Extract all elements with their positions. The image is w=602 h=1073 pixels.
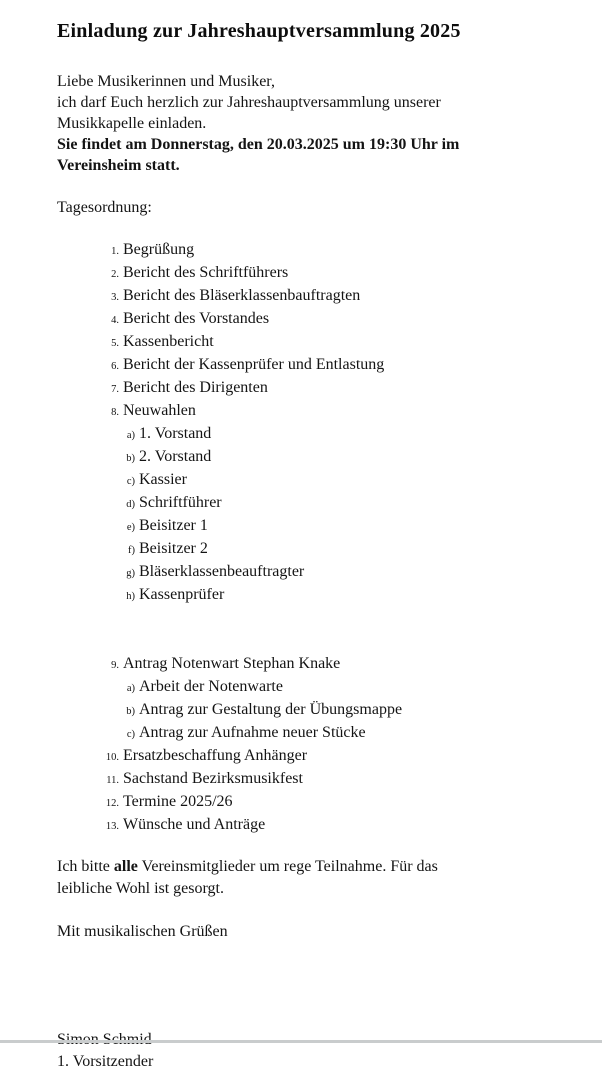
agenda-item-text: Arbeit der Notenwarte xyxy=(139,678,283,695)
agenda-item xyxy=(57,538,557,561)
agenda-item-marker: f) xyxy=(128,545,135,556)
agenda-item-marker: 11. xyxy=(106,775,119,786)
agenda-item-marker: 4. xyxy=(111,315,119,326)
agenda-item xyxy=(57,469,557,492)
agenda-item-text: Sachstand Bezirksmusikfest xyxy=(123,770,303,787)
signoff-line: Mit musikalischen Grüßen xyxy=(57,923,228,940)
agenda-item-text: Antrag Notenwart Stephan Knake xyxy=(123,655,341,672)
agenda-item xyxy=(57,814,557,837)
agenda-item-marker: 13. xyxy=(105,821,119,832)
agenda-item xyxy=(57,768,557,791)
agenda-item xyxy=(57,262,557,285)
agenda-item-marker: 8. xyxy=(111,407,119,418)
agenda-item-text: Bericht der Kassenprüfer und Entlastung xyxy=(123,356,385,373)
agenda-item-marker: 12. xyxy=(105,798,119,809)
agenda-item-text: Kassenprüfer xyxy=(139,586,225,603)
agenda-item-marker: a) xyxy=(126,683,135,694)
intro-line: ich darf Euch herzlich zur Jahreshauptversammlung unserer xyxy=(57,94,441,111)
closing-paragraph xyxy=(57,856,557,900)
agenda-item-marker: d) xyxy=(126,499,135,510)
agenda-item-text: Beisitzer 2 xyxy=(139,540,208,557)
agenda-item-text: Bläserklassenbeauftragter xyxy=(139,563,305,580)
agenda-item-marker: 10. xyxy=(105,752,119,763)
agenda-item-text: Wünsche und Anträge xyxy=(123,816,266,833)
agenda-item-text: Begrüßung xyxy=(123,241,195,258)
agenda-item-text: Schriftführer xyxy=(139,494,222,511)
closing-text-pre: Ich bitte xyxy=(57,858,114,875)
signature-role: 1. Vorsitzender xyxy=(57,1053,154,1070)
agenda-item-text: Bericht des Vorstandes xyxy=(123,310,270,327)
agenda-item xyxy=(57,285,557,308)
agenda-item-marker: b) xyxy=(126,706,135,717)
agenda-item-text: Antrag zur Aufnahme neuer Stücke xyxy=(139,724,366,741)
agenda-item xyxy=(57,699,557,722)
agenda-item xyxy=(57,400,557,423)
agenda-item xyxy=(57,239,557,262)
agenda-item xyxy=(57,791,557,814)
agenda-item-marker: c) xyxy=(126,729,135,740)
document-title: Einladung zur Jahreshauptversammlung 2025 xyxy=(57,20,461,42)
agenda-item-text: Bericht des Bläserklassenbauftragten xyxy=(123,287,361,304)
agenda-item-marker: 2. xyxy=(111,269,119,280)
agenda-item-text: Bericht des Schriftführers xyxy=(123,264,289,281)
agenda-item-text: Kassenbericht xyxy=(123,333,214,350)
agenda-item-marker: 6. xyxy=(111,361,119,372)
agenda-item-text: Bericht des Dirigenten xyxy=(123,379,268,396)
agenda-list xyxy=(57,239,557,837)
agenda-item xyxy=(57,377,557,400)
agenda-item-marker: 7. xyxy=(111,384,119,395)
agenda-item-marker: a) xyxy=(126,430,135,441)
intro-paragraph xyxy=(57,71,557,176)
emphasized-word: alle xyxy=(113,858,138,875)
agenda-item-marker: h) xyxy=(126,591,135,602)
agenda-item xyxy=(57,653,557,676)
agenda-heading: Tagesordnung: xyxy=(57,199,152,216)
agenda-item-marker: e) xyxy=(126,522,135,533)
agenda-item xyxy=(57,584,557,607)
agenda-item-text: Antrag zur Gestaltung der Übungsmappe xyxy=(139,701,403,718)
intro-line: Musikkapelle einladen. xyxy=(57,115,207,132)
agenda-item-text: Kassier xyxy=(139,471,187,488)
page-edge-bar xyxy=(0,1040,602,1043)
intro-line: Sie findet am Donnerstag, den 20.03.2025 um 19:30 Uhr im xyxy=(57,136,460,153)
agenda-item xyxy=(57,561,557,584)
agenda-item xyxy=(57,676,557,699)
agenda-item xyxy=(57,745,557,768)
closing-line-1 xyxy=(57,856,557,878)
agenda-item-text: Beisitzer 1 xyxy=(139,517,208,534)
intro-line: Liebe Musikerinnen und Musiker, xyxy=(57,73,275,90)
agenda-item-marker: c) xyxy=(126,476,135,487)
closing-line-2: leibliche Wohl ist gesorgt. xyxy=(57,880,224,897)
agenda-item xyxy=(57,354,557,377)
agenda-item-text: Neuwahlen xyxy=(123,402,196,419)
agenda-item-text: 1. Vorstand xyxy=(139,425,212,442)
agenda-item-text: Termine 2025/26 xyxy=(123,793,233,810)
agenda-item xyxy=(57,515,557,538)
agenda-item-marker: b) xyxy=(126,453,135,464)
document-page xyxy=(0,19,602,1073)
agenda-item xyxy=(57,308,557,331)
agenda-item xyxy=(57,423,557,446)
agenda-item-marker: g) xyxy=(126,568,135,579)
closing-text-post: Vereinsmitglieder um rege Teilnahme. Für das xyxy=(137,858,438,875)
agenda-item xyxy=(57,492,557,515)
agenda-item xyxy=(57,722,557,745)
agenda-item-marker: 3. xyxy=(111,292,119,303)
agenda-item xyxy=(57,331,557,354)
intro-line: Vereinsheim statt. xyxy=(57,157,180,174)
agenda-item-text: 2. Vorstand xyxy=(139,448,212,465)
agenda-item-marker: 9. xyxy=(111,660,119,671)
agenda-item-text: Ersatzbeschaffung Anhänger xyxy=(123,747,308,764)
agenda-item-marker: 5. xyxy=(111,338,119,349)
signature-block xyxy=(57,1029,557,1073)
agenda-item-marker: 1. xyxy=(111,246,119,257)
agenda-item xyxy=(57,446,557,469)
